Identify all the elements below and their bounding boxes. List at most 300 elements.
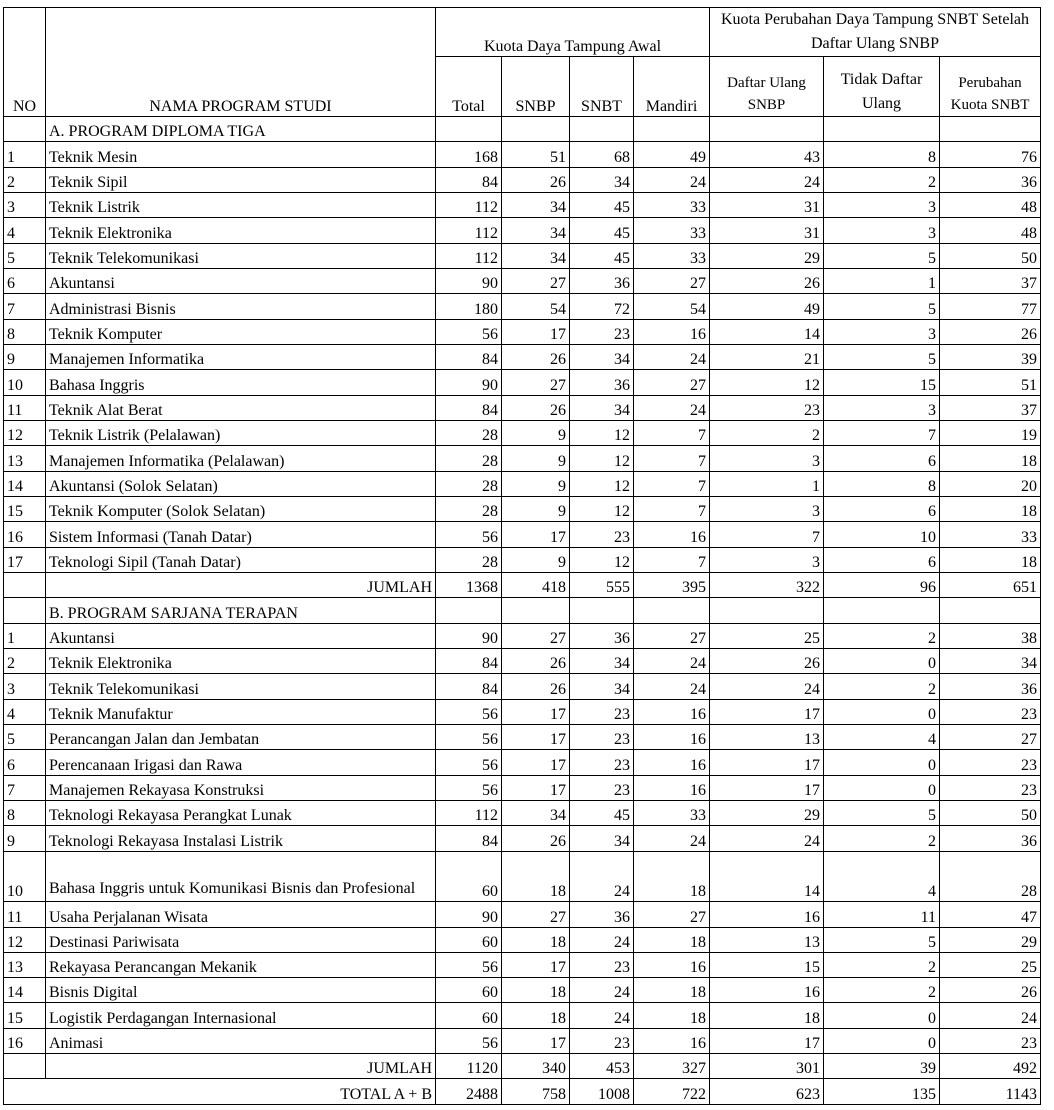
grand-total-snbp: 758 — [502, 1079, 570, 1104]
cell-daftar-ulang: 3 — [710, 496, 824, 521]
cell-snbt: 24 — [570, 851, 634, 902]
grand-total-row — [4, 1079, 1041, 1104]
row-number: 14 — [4, 471, 46, 496]
cell-snbt: 12 — [570, 547, 634, 572]
table-row — [4, 142, 1041, 167]
table-row — [4, 699, 1041, 724]
cell-total: 168 — [436, 142, 502, 167]
program-name: Teknik Elektronika — [46, 648, 436, 673]
table-row — [4, 471, 1041, 496]
cell-perubahan: 23 — [940, 775, 1041, 800]
program-name: Perencanaan Irigasi dan Rawa — [46, 750, 436, 775]
row-number: 5 — [4, 243, 46, 268]
header-row-group — [4, 8, 1041, 57]
table-row — [4, 420, 1041, 445]
cell-snbt: 34 — [570, 344, 634, 369]
cell-snbp: 34 — [502, 192, 570, 217]
cell-snbt: 23 — [570, 522, 634, 547]
table-row — [4, 268, 1041, 293]
program-name: Teknik Telekomunikasi — [46, 674, 436, 699]
row-number: 14 — [4, 978, 46, 1003]
section-no-cell — [4, 117, 46, 142]
cell-mandiri: 16 — [634, 724, 710, 749]
cell-tidak-daftar: 3 — [824, 218, 940, 243]
row-number: 17 — [4, 547, 46, 572]
table-row — [4, 547, 1041, 572]
cell-total: 28 — [436, 471, 502, 496]
cell-snbp: 17 — [502, 724, 570, 749]
cell-tidak-daftar: 11 — [824, 902, 940, 927]
cell-mandiri: 7 — [634, 496, 710, 521]
row-number: 5 — [4, 724, 46, 749]
row-number: 8 — [4, 319, 46, 344]
table-row — [4, 1028, 1041, 1053]
cell-snbt: 23 — [570, 750, 634, 775]
cell-snbt: 23 — [570, 724, 634, 749]
cell-daftar-ulang: 24 — [710, 826, 824, 851]
table-row — [4, 496, 1041, 521]
cell-perubahan: 77 — [940, 294, 1041, 319]
cell-tidak-daftar: 8 — [824, 471, 940, 496]
cell-tidak-daftar: 6 — [824, 547, 940, 572]
cell-total: 56 — [436, 699, 502, 724]
cell-tidak-daftar: 5 — [824, 927, 940, 952]
cell-mandiri: 18 — [634, 1003, 710, 1028]
subtotal-snbt: 453 — [570, 1054, 634, 1079]
table-row — [4, 724, 1041, 749]
header-changed-quota: Kuota Perubahan Daya Tampung SNBT Setelah Daftar Ulang SNBP — [710, 8, 1041, 57]
header-daftar-ulang: Daftar Ulang SNBP — [710, 57, 824, 117]
table-row — [4, 952, 1041, 977]
cell-snbt: 12 — [570, 446, 634, 471]
cell-snbp: 17 — [502, 775, 570, 800]
cell-daftar-ulang: 13 — [710, 927, 824, 952]
cell-snbp: 26 — [502, 395, 570, 420]
cell-total: 90 — [436, 268, 502, 293]
cell-daftar-ulang: 49 — [710, 294, 824, 319]
cell-snbt: 34 — [570, 674, 634, 699]
cell-snbp: 26 — [502, 167, 570, 192]
cell-daftar-ulang: 17 — [710, 699, 824, 724]
cell-perubahan: 19 — [940, 420, 1041, 445]
cell-snbp: 27 — [502, 370, 570, 395]
grand-total-perubahan: 1143 — [940, 1079, 1041, 1104]
header-mandiri: Mandiri — [634, 57, 710, 117]
program-name: Manajemen Informatika (Pelalawan) — [46, 446, 436, 471]
cell-tidak-daftar: 2 — [824, 826, 940, 851]
cell-mandiri: 54 — [634, 294, 710, 319]
table-row — [4, 522, 1041, 547]
cell-snbt: 12 — [570, 496, 634, 521]
cell-snbp: 34 — [502, 218, 570, 243]
cell-perubahan: 47 — [940, 902, 1041, 927]
cell-mandiri: 24 — [634, 395, 710, 420]
cell-snbp: 17 — [502, 1028, 570, 1053]
cell-total: 56 — [436, 724, 502, 749]
cell-daftar-ulang: 3 — [710, 547, 824, 572]
subtotal-daftar-ulang: 301 — [710, 1054, 824, 1079]
cell-tidak-daftar: 15 — [824, 370, 940, 395]
cell-tidak-daftar: 0 — [824, 775, 940, 800]
cell-perubahan: 37 — [940, 395, 1041, 420]
cell-snbt: 24 — [570, 978, 634, 1003]
row-number: 2 — [4, 648, 46, 673]
cell-total: 60 — [436, 1003, 502, 1028]
cell-snbp: 18 — [502, 927, 570, 952]
empty-cell — [940, 598, 1041, 623]
cell-snbp: 9 — [502, 420, 570, 445]
cell-snbp: 26 — [502, 344, 570, 369]
cell-mandiri: 33 — [634, 800, 710, 825]
cell-total: 84 — [436, 826, 502, 851]
section-title: A. PROGRAM DIPLOMA TIGA — [46, 117, 436, 142]
row-number: 2 — [4, 167, 46, 192]
cell-perubahan: 18 — [940, 446, 1041, 471]
cell-mandiri: 27 — [634, 902, 710, 927]
cell-mandiri: 7 — [634, 420, 710, 445]
program-name: Akuntansi (Solok Selatan) — [46, 471, 436, 496]
cell-snbt: 12 — [570, 471, 634, 496]
row-number: 9 — [4, 826, 46, 851]
row-number: 13 — [4, 952, 46, 977]
table-row — [4, 446, 1041, 471]
cell-snbt: 23 — [570, 1028, 634, 1053]
header-snbt: SNBT — [570, 57, 634, 117]
subtotal-snbp: 418 — [502, 572, 570, 597]
cell-perubahan: 18 — [940, 547, 1041, 572]
cell-tidak-daftar: 4 — [824, 851, 940, 902]
header-total: Total — [436, 57, 502, 117]
cell-perubahan: 27 — [940, 724, 1041, 749]
cell-total: 60 — [436, 927, 502, 952]
cell-mandiri: 16 — [634, 750, 710, 775]
grand-total-tidak-daftar: 135 — [824, 1079, 940, 1104]
cell-tidak-daftar: 3 — [824, 395, 940, 420]
cell-mandiri: 7 — [634, 547, 710, 572]
row-number: 9 — [4, 344, 46, 369]
cell-daftar-ulang: 3 — [710, 446, 824, 471]
grand-total-label: TOTAL A + B — [4, 1079, 436, 1104]
cell-mandiri: 16 — [634, 699, 710, 724]
empty-cell — [436, 598, 502, 623]
cell-daftar-ulang: 14 — [710, 851, 824, 902]
cell-snbt: 36 — [570, 268, 634, 293]
cell-mandiri: 16 — [634, 775, 710, 800]
cell-daftar-ulang: 12 — [710, 370, 824, 395]
program-name: Logistik Perdagangan Internasional — [46, 1003, 436, 1028]
cell-daftar-ulang: 25 — [710, 623, 824, 648]
cell-snbp: 9 — [502, 547, 570, 572]
cell-snbt: 34 — [570, 826, 634, 851]
cell-perubahan: 36 — [940, 826, 1041, 851]
cell-daftar-ulang: 43 — [710, 142, 824, 167]
cell-tidak-daftar: 2 — [824, 674, 940, 699]
cell-total: 56 — [436, 319, 502, 344]
cell-perubahan: 28 — [940, 851, 1041, 902]
table-row — [4, 826, 1041, 851]
header-snbp: SNBP — [502, 57, 570, 117]
cell-perubahan: 36 — [940, 167, 1041, 192]
program-name: Perancangan Jalan dan Jembatan — [46, 724, 436, 749]
table-row — [4, 218, 1041, 243]
cell-daftar-ulang: 26 — [710, 648, 824, 673]
cell-daftar-ulang: 31 — [710, 218, 824, 243]
program-name: Bisnis Digital — [46, 978, 436, 1003]
cell-total: 56 — [436, 750, 502, 775]
cell-mandiri: 27 — [634, 268, 710, 293]
cell-perubahan: 38 — [940, 623, 1041, 648]
program-name: Destinasi Pariwisata — [46, 927, 436, 952]
row-number: 1 — [4, 623, 46, 648]
row-number: 11 — [4, 395, 46, 420]
row-number: 16 — [4, 1028, 46, 1053]
cell-total: 90 — [436, 370, 502, 395]
cell-total: 56 — [436, 1028, 502, 1053]
cell-daftar-ulang: 15 — [710, 952, 824, 977]
cell-daftar-ulang: 31 — [710, 192, 824, 217]
cell-snbp: 17 — [502, 522, 570, 547]
cell-tidak-daftar: 5 — [824, 800, 940, 825]
subtotal-row — [4, 572, 1041, 597]
cell-perubahan: 26 — [940, 319, 1041, 344]
row-number: 8 — [4, 800, 46, 825]
cell-snbp: 51 — [502, 142, 570, 167]
cell-snbt: 36 — [570, 623, 634, 648]
table-body — [4, 117, 1041, 1105]
cell-tidak-daftar: 2 — [824, 167, 940, 192]
cell-snbp: 18 — [502, 1003, 570, 1028]
section-header-row — [4, 117, 1041, 142]
table-row — [4, 978, 1041, 1003]
table-row — [4, 395, 1041, 420]
cell-perubahan: 39 — [940, 344, 1041, 369]
cell-snbt: 72 — [570, 294, 634, 319]
row-number: 12 — [4, 420, 46, 445]
cell-snbt: 24 — [570, 927, 634, 952]
cell-tidak-daftar: 1 — [824, 268, 940, 293]
cell-total: 60 — [436, 978, 502, 1003]
cell-snbp: 34 — [502, 800, 570, 825]
cell-daftar-ulang: 18 — [710, 1003, 824, 1028]
cell-snbt: 36 — [570, 902, 634, 927]
cell-snbt: 23 — [570, 952, 634, 977]
program-name: Rekayasa Perancangan Mekanik — [46, 952, 436, 977]
cell-total: 90 — [436, 902, 502, 927]
cell-snbt: 45 — [570, 800, 634, 825]
cell-daftar-ulang: 17 — [710, 775, 824, 800]
program-name: Bahasa Inggris untuk Komunikasi Bisnis dan Profesional — [46, 851, 436, 902]
cell-total: 28 — [436, 420, 502, 445]
cell-total: 56 — [436, 952, 502, 977]
subtotal-no-cell — [4, 572, 46, 597]
cell-perubahan: 36 — [940, 674, 1041, 699]
cell-perubahan: 26 — [940, 978, 1041, 1003]
table-row — [4, 800, 1041, 825]
cell-perubahan: 25 — [940, 952, 1041, 977]
program-name: Teknik Komputer (Solok Selatan) — [46, 496, 436, 521]
header-tidak-daftar-ulang: Tidak Daftar Ulang — [824, 57, 940, 117]
cell-snbp: 26 — [502, 648, 570, 673]
cell-perubahan: 37 — [940, 268, 1041, 293]
table-row — [4, 167, 1041, 192]
table-row — [4, 192, 1041, 217]
program-name: Teknologi Rekayasa Instalasi Listrik — [46, 826, 436, 851]
table-row — [4, 344, 1041, 369]
row-number: 3 — [4, 674, 46, 699]
row-number: 10 — [4, 370, 46, 395]
table-row — [4, 902, 1041, 927]
subtotal-tidak-daftar: 39 — [824, 1054, 940, 1079]
program-name: Sistem Informasi (Tanah Datar) — [46, 522, 436, 547]
cell-tidak-daftar: 2 — [824, 952, 940, 977]
cell-snbp: 18 — [502, 851, 570, 902]
cell-mandiri: 27 — [634, 370, 710, 395]
subtotal-label: JUMLAH — [46, 1054, 436, 1079]
subtotal-perubahan: 651 — [940, 572, 1041, 597]
cell-mandiri: 33 — [634, 218, 710, 243]
row-number: 7 — [4, 775, 46, 800]
cell-tidak-daftar: 5 — [824, 294, 940, 319]
program-name: Teknologi Rekayasa Perangkat Lunak — [46, 800, 436, 825]
cell-mandiri: 16 — [634, 522, 710, 547]
cell-snbp: 27 — [502, 623, 570, 648]
subtotal-total: 1120 — [436, 1054, 502, 1079]
row-number: 12 — [4, 927, 46, 952]
row-number: 13 — [4, 446, 46, 471]
empty-cell — [502, 117, 570, 142]
cell-snbp: 26 — [502, 674, 570, 699]
cell-tidak-daftar: 0 — [824, 750, 940, 775]
cell-snbt: 23 — [570, 319, 634, 344]
cell-total: 28 — [436, 496, 502, 521]
program-name: Teknik Manufaktur — [46, 699, 436, 724]
empty-cell — [634, 117, 710, 142]
cell-mandiri: 16 — [634, 1028, 710, 1053]
header-perubahan-kuota: Perubahan Kuota SNBT — [940, 57, 1041, 117]
cell-mandiri: 7 — [634, 471, 710, 496]
cell-perubahan: 20 — [940, 471, 1041, 496]
cell-tidak-daftar: 5 — [824, 243, 940, 268]
cell-snbt: 34 — [570, 395, 634, 420]
cell-mandiri: 49 — [634, 142, 710, 167]
cell-tidak-daftar: 3 — [824, 192, 940, 217]
cell-total: 84 — [436, 674, 502, 699]
program-name: Animasi — [46, 1028, 436, 1053]
section-no-cell — [4, 598, 46, 623]
subtotal-snbt: 555 — [570, 572, 634, 597]
cell-tidak-daftar: 5 — [824, 344, 940, 369]
cell-tidak-daftar: 3 — [824, 319, 940, 344]
cell-daftar-ulang: 14 — [710, 319, 824, 344]
cell-snbt: 34 — [570, 167, 634, 192]
row-number: 15 — [4, 496, 46, 521]
cell-snbp: 26 — [502, 826, 570, 851]
subtotal-tidak-daftar: 96 — [824, 572, 940, 597]
program-name: Teknik Telekomunikasi — [46, 243, 436, 268]
cell-total: 60 — [436, 851, 502, 902]
cell-daftar-ulang: 24 — [710, 167, 824, 192]
cell-daftar-ulang: 16 — [710, 902, 824, 927]
quota-table — [3, 7, 1041, 1105]
cell-snbt: 68 — [570, 142, 634, 167]
cell-total: 28 — [436, 446, 502, 471]
row-number: 11 — [4, 902, 46, 927]
cell-snbt: 34 — [570, 648, 634, 673]
cell-mandiri: 18 — [634, 978, 710, 1003]
cell-tidak-daftar: 0 — [824, 648, 940, 673]
program-name: Bahasa Inggris — [46, 370, 436, 395]
cell-daftar-ulang: 17 — [710, 1028, 824, 1053]
section-title: B. PROGRAM SARJANA TERAPAN — [46, 598, 436, 623]
row-number: 16 — [4, 522, 46, 547]
table-row — [4, 674, 1041, 699]
cell-snbt: 12 — [570, 420, 634, 445]
cell-mandiri: 18 — [634, 927, 710, 952]
table-row — [4, 294, 1041, 319]
cell-perubahan: 18 — [940, 496, 1041, 521]
table-row — [4, 851, 1041, 902]
cell-perubahan: 29 — [940, 927, 1041, 952]
cell-tidak-daftar: 8 — [824, 142, 940, 167]
cell-daftar-ulang: 1 — [710, 471, 824, 496]
cell-snbp: 17 — [502, 699, 570, 724]
empty-cell — [824, 598, 940, 623]
row-number: 7 — [4, 294, 46, 319]
subtotal-no-cell — [4, 1054, 46, 1079]
program-name: Akuntansi — [46, 268, 436, 293]
grand-total-snbt: 1008 — [570, 1079, 634, 1104]
program-name: Akuntansi — [46, 623, 436, 648]
row-number: 15 — [4, 1003, 46, 1028]
table-row — [4, 243, 1041, 268]
grand-total-mandiri: 722 — [634, 1079, 710, 1104]
cell-daftar-ulang: 29 — [710, 243, 824, 268]
cell-snbt: 24 — [570, 1003, 634, 1028]
program-name: Manajemen Rekayasa Konstruksi — [46, 775, 436, 800]
cell-tidak-daftar: 0 — [824, 1003, 940, 1028]
cell-daftar-ulang: 23 — [710, 395, 824, 420]
program-name: Teknik Elektronika — [46, 218, 436, 243]
header-program: NAMA PROGRAM STUDI — [46, 8, 436, 117]
cell-snbp: 9 — [502, 446, 570, 471]
cell-mandiri: 7 — [634, 446, 710, 471]
cell-total: 56 — [436, 775, 502, 800]
cell-daftar-ulang: 29 — [710, 800, 824, 825]
table-row — [4, 775, 1041, 800]
cell-daftar-ulang: 24 — [710, 674, 824, 699]
empty-cell — [570, 117, 634, 142]
cell-perubahan: 34 — [940, 648, 1041, 673]
cell-snbp: 27 — [502, 902, 570, 927]
cell-snbp: 27 — [502, 268, 570, 293]
cell-perubahan: 23 — [940, 1028, 1041, 1053]
program-name: Manajemen Informatika — [46, 344, 436, 369]
cell-snbt: 45 — [570, 218, 634, 243]
cell-total: 112 — [436, 192, 502, 217]
subtotal-row — [4, 1054, 1041, 1079]
cell-perubahan: 48 — [940, 218, 1041, 243]
cell-mandiri: 24 — [634, 344, 710, 369]
program-name: Teknik Komputer — [46, 319, 436, 344]
cell-perubahan: 76 — [940, 142, 1041, 167]
cell-total: 180 — [436, 294, 502, 319]
row-number: 4 — [4, 699, 46, 724]
cell-mandiri: 24 — [634, 826, 710, 851]
cell-snbp: 17 — [502, 952, 570, 977]
subtotal-label: JUMLAH — [46, 572, 436, 597]
subtotal-perubahan: 492 — [940, 1054, 1041, 1079]
table-row — [4, 319, 1041, 344]
